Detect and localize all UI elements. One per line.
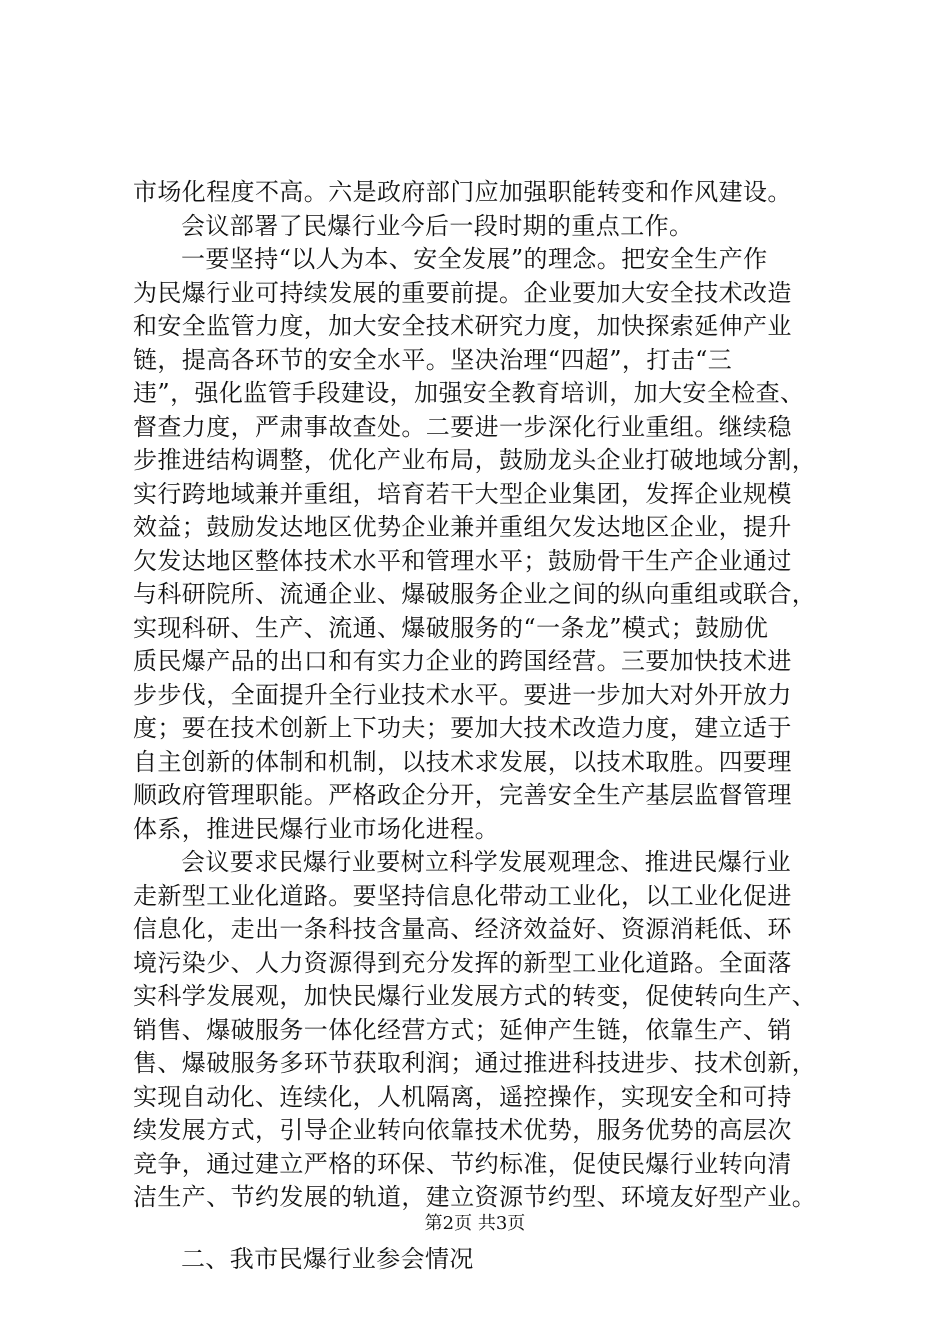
text-line: 会议要求民爆行业要树立科学发展观理念、推进民爆行业 (181, 848, 791, 876)
document-body (133, 176, 833, 1276)
text-line: 违”，强化监管手段建设，加强安全教育培训，加大安全检查、 (133, 379, 805, 407)
text-line: 会议部署了民爆行业今后一段时期的重点工作。 (181, 211, 694, 240)
text-line: 质民爆产品的出口和有实力企业的跨国经营。三要加快技术进 (133, 647, 792, 675)
text-line: 度；要在技术创新上下功夫；要加大技术改造力度，建立适于 (133, 714, 792, 742)
text-line: 实现科研、生产、流通、爆破服务的“一条龙”模式；鼓励优 (133, 613, 769, 642)
text-line: 实科学发展观，加快民爆行业发展方式的转变，促使转向生产、 (133, 982, 817, 1010)
text-line: 链，提高各环节的安全水平。坚决治理“四超”，打击“三 (133, 345, 733, 374)
text-line: 顺政府管理职能。严格政企分开，完善安全生产基层监督管理 (133, 781, 792, 809)
text-line: 步推进结构调整，优化产业布局，鼓励龙头企业打破地域分割， (133, 446, 817, 474)
text-line: 欠发达地区整体技术水平和管理水平；鼓励骨干生产企业通过 (133, 546, 792, 575)
text-line: 走新型工业化道路。要坚持信息化带动工业化，以工业化促进 (133, 881, 792, 910)
text-line: 一要坚持“以人为本、安全发展”的理念。把安全生产作 (181, 245, 768, 273)
text-line: 信息化，走出一条科技含量高、经济效益好、资源消耗低、环 (133, 915, 792, 943)
text-line: 与科研院所、流通企业、爆破服务企业之间的纵向重组或联合， (133, 580, 817, 608)
text-line: 市场化程度不高。六是政府部门应加强职能转变和作风建设。 (133, 178, 792, 206)
page-number-footer: 第2页 共3页 (424, 1213, 526, 1234)
text-line: 竞争，通过建立严格的环保、节约标准，促使民爆行业转向清 (133, 1149, 792, 1178)
text-line: 续发展方式，引导企业转向依靠技术优势，服务优势的高层次 (133, 1116, 792, 1144)
text-line: 和安全监管力度，加大安全技术研究力度，加快探索延伸产业 (133, 312, 792, 340)
text-line: 销售、爆破服务一体化经营方式；延伸产生链，依靠生产、销 (133, 1015, 792, 1044)
text-line: 实现自动化、连续化，人机隔离，遥控操作，实现安全和可持 (133, 1082, 792, 1111)
text-line: 自主创新的体制和机制，以技术求发展，以技术取胜。四要理 (133, 747, 792, 776)
text-line: 步步伐，全面提升全行业技术水平。要进一步加大对外开放力 (133, 680, 792, 709)
text-line: 为民爆行业可持续发展的重要前提。企业要加大安全技术改造 (133, 278, 792, 307)
text-line: 洁生产、节约发展的轨道，建立资源节约型、环境友好型产业。 (133, 1183, 817, 1211)
text-line: 效益；鼓励发达地区优势企业兼并重组欠发达地区企业，提升 (133, 513, 792, 541)
text-line: 实行跨地域兼并重组，培育若干大型企业集团，发挥企业规模 (133, 479, 792, 508)
text-line: 售、爆破服务多环节获取利润；通过推进科技进步、技术创新， (133, 1049, 817, 1077)
text-line: 督查力度，严肃事故查处。二要进一步深化行业重组。继续稳 (133, 412, 792, 441)
paragraph-lines (133, 176, 833, 1215)
text-line: 境污染少、人力资源得到充分发挥的新型工业化道路。全面落 (133, 948, 792, 977)
section-heading: 二、我市民爆行业参会情况 (181, 1244, 474, 1273)
text-line: 体系，推进民爆行业市场化进程。 (133, 814, 499, 843)
